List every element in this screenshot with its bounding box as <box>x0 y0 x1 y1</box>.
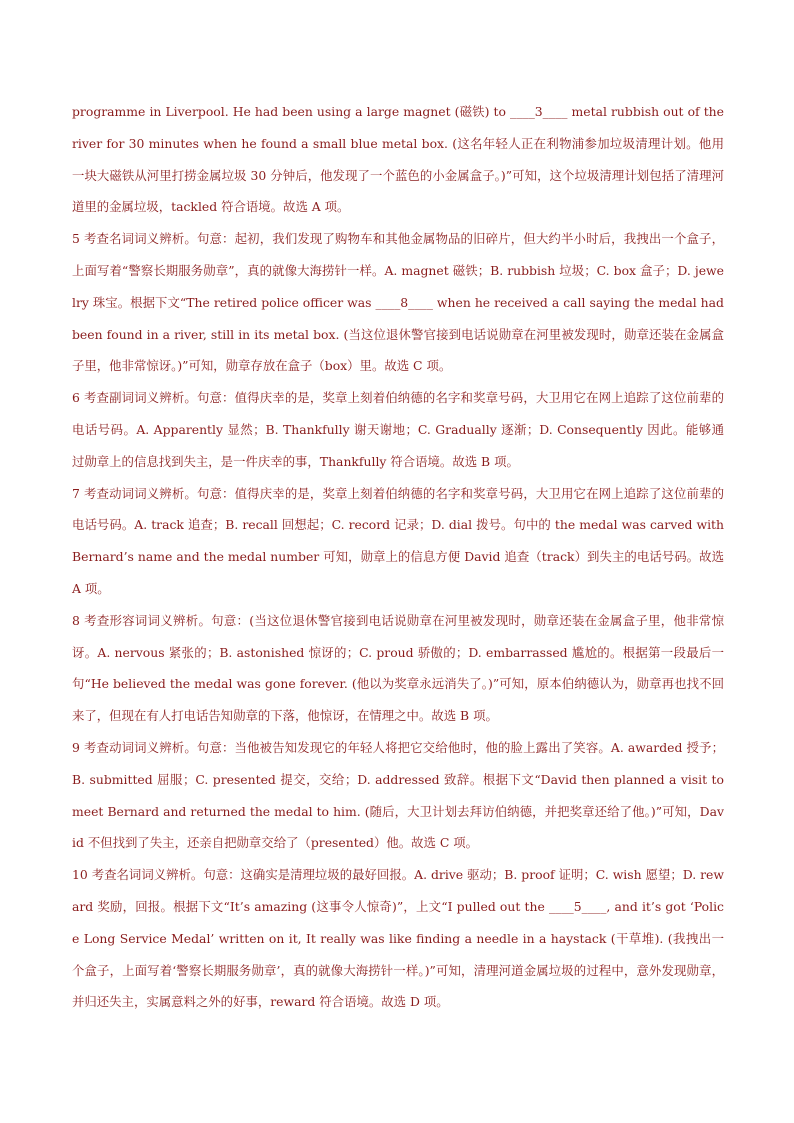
explanation-paragraph-7: 7 考查动词词义辨析。句意：值得庆幸的是，奖章上刻着伯纳德的名字和奖章号码，大卫用它在网上追踪了这位前辈的电话号码。A. track 追查；B. recall 回想起；C. record 记录；D. dial 拨号。句中的 the medal was carved with Bernard’s name and the medal number 可知，勋章上的信息方便 David 追查（track）到失主的电话号码。故选 A 项。 <box>72 485 724 596</box>
explanation-paragraph-4-continued: programme in Liverpool. He had been using a large magnet (磁铁) to ____3____ metal rubbish out of the river for 30 minutes when he found a small blue metal box. (这名年轻人正在利物浦参加垃圾清理计划。他用一块大磁铁从河里打捞金属垃圾 30 分钟后，他发现了一个蓝色的小金属盒子。)”可知，这个垃圾清理计划包括了清理河道里的金属垃圾，tackled 符合语境。故选 A 项。 <box>72 104 724 215</box>
explanation-paragraph-10: 10 考查名词词义辨析。句意：这确实是清理垃圾的最好回报。A. drive 驱动；B. proof 证明；C. wish 愿望；D. reward 奖励，回报。根据下文“It’s amazing (这事令人惊奇)”，上文“I pulled out the ____5____, and it’s got ‘Police Long Service Medal’ written on it, It really was like finding a needle in a haystack (干草堆). (我拽出一个盒子，上面写着‘警察长期服务勋章’，真的就像大海捞针一样。)”可知，清理河道金属垃圾的过程中，意外发现勋章，并归还失主，实属意料之外的好事，reward 符合语境。故选 D 项。 <box>72 867 724 1010</box>
explanation-paragraph-8: 8 考查形容词词义辨析。句意：(当这位退休警官接到电话说勋章在河里被发现时，勋章还装在金属盒子里，他非常惊讶。A. nervous 紧张的；B. astonished 惊讶的；C. proud 骄傲的；D. embarrassed 尴尬的。根据第一段最后一句“He believed the medal was gone forever. (他以为奖章永远消失了。)”可知，原本伯纳德认为，勋章再也找不回来了，但现在有人打电话告知勋章的下落，他惊讶，在情理之中。故选 B 项。 <box>72 612 724 724</box>
explanation-paragraph-6: 6 考查副词词义辨析。句意：值得庆幸的是，奖章上刻着伯纳德的名字和奖章号码，大卫用它在网上追踪了这位前辈的电话号码。A. Apparently 显然；B. Thankfully 谢天谢地；C. Gradually 逐渐；D. Consequently 因此。能够通过勋章上的信息找到失主，是一件庆幸的事，Thankfully 符合语境。故选 B 项。 <box>72 390 724 469</box>
explanation-paragraph-5: 5 考查名词词义辨析。句意：起初，我们发现了购物车和其他金属物品的旧碎片，但大约半小时后，我拽出一个盒子，上面写着“警察长期服务勋章”，真的就像大海捞针一样。A. magnet 磁铁；B. rubbish 垃圾；C. box 盒子；D. jewelry 珠宝。根据下文“The retired police officer was ____8____ when he received a call saying the medal had been found in a river, still in its metal box. (当这位退休警官接到电话说勋章在河里被发现时，勋章还装在金属盒子里，他非常惊讶。)”可知，勋章存放在盒子（box）里。故选 C 项。 <box>72 231 724 374</box>
explanation-paragraph-9: 9 考查动词词义辨析。句意：当他被告知发现它的年轻人将把它交给他时，他的脸上露出了笑容。A. awarded 授予；B. submitted 屈服；C. presented 提交，交给；D. addressed 致辞。根据下文“David then planned a visit to meet Bernard and returned the medal to him. (随后，大卫计划去拜访伯纳德，并把奖章还给了他。)”可知，David 不但找到了失主，还亲自把勋章交给了（presented）他。故选 C 项。 <box>72 739 724 851</box>
answer-explanation-page <box>72 96 724 1018</box>
